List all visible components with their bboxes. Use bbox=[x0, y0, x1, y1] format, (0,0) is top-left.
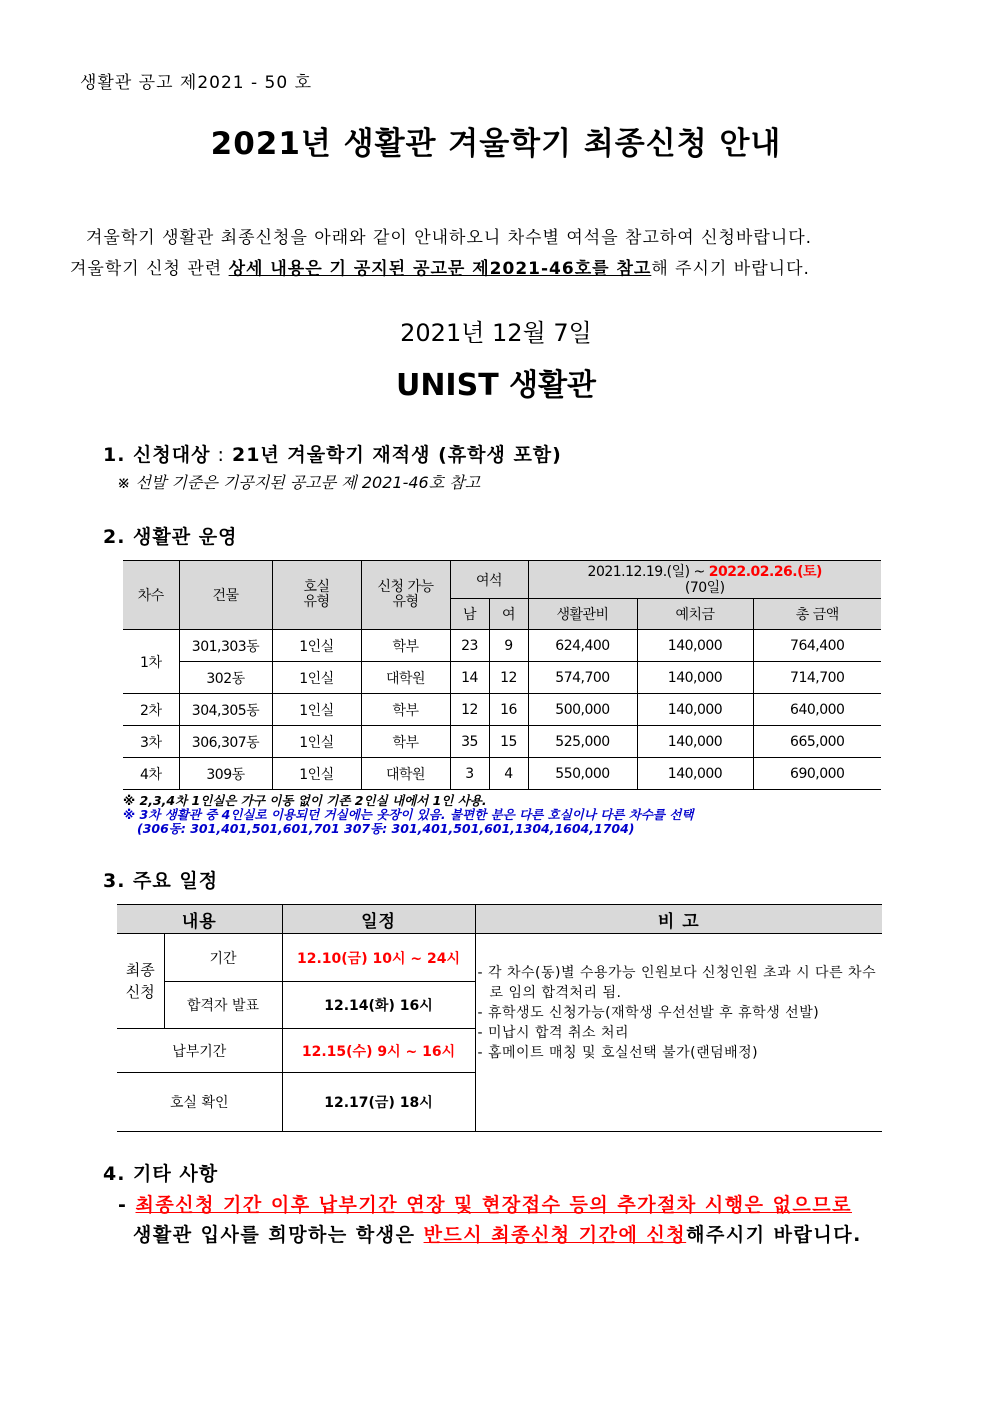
dorm-fee-cell: 624,400 bbox=[528, 630, 637, 662]
building-cell: 306,307동 bbox=[179, 726, 272, 758]
dormitory-operation-table bbox=[123, 560, 881, 790]
header-period-start: 2021.12.19.(일) ~ bbox=[587, 563, 709, 580]
total-cell: 714,700 bbox=[753, 662, 881, 694]
room-type-cell: 1인실 bbox=[272, 630, 361, 662]
header-remarks: 비 고 bbox=[475, 905, 882, 934]
intro-line-2 bbox=[70, 254, 890, 279]
round-cell: 3차 bbox=[123, 726, 179, 758]
selection-criteria-reference: ※ 선발 기준은 기공지된 공고문 제 2021-46호 참고 bbox=[117, 473, 481, 492]
dorm-fee-cell: 574,700 bbox=[528, 662, 637, 694]
eligible-cell: 학부 bbox=[361, 726, 450, 758]
table-row bbox=[123, 662, 881, 694]
header-room-type-line-2: 유형 bbox=[303, 594, 330, 610]
announce-label: 합격자 발표 bbox=[164, 982, 282, 1029]
dorm-fee-cell: 525,000 bbox=[528, 726, 637, 758]
header-female: 여 bbox=[489, 599, 528, 630]
deposit-cell: 140,000 bbox=[637, 726, 753, 758]
header-room-type bbox=[272, 561, 361, 630]
header-total: 총 금액 bbox=[753, 599, 881, 630]
period-value: 12.10(금) 10시 ~ 24시 bbox=[282, 934, 475, 982]
room-type-cell: 1인실 bbox=[272, 662, 361, 694]
section-1-label: 1. 신청대상 bbox=[103, 444, 211, 466]
header-vacancy: 여석 bbox=[450, 561, 528, 599]
note-furniture: ※ 2,3,4차 1인실은 가구 이동 없이 기존 2인실 내에서 1인 사용. bbox=[123, 793, 487, 808]
male-cell: 23 bbox=[450, 630, 489, 662]
header-content: 내용 bbox=[117, 905, 282, 934]
note-wardrobe: ※ 3차 생활관 중 4인실로 이용되던 거실에는 옷장이 있음. 불편한 분은 다른 호실이나 다른 차수를 선택 bbox=[123, 807, 694, 822]
intro-line-2-prefix: 겨울학기 신청 관련 bbox=[70, 259, 229, 279]
notice-date: 2021년 12월 7일 bbox=[400, 319, 592, 347]
header-round: 차수 bbox=[123, 561, 179, 630]
round-cell: 4차 bbox=[123, 758, 179, 790]
header-eligible-line-1: 신청 가능 bbox=[377, 579, 434, 595]
building-cell: 309동 bbox=[179, 758, 272, 790]
round-cell: 2차 bbox=[123, 694, 179, 726]
other-notice-line-2-suffix: 해주시기 바랍니다. bbox=[686, 1224, 862, 1246]
male-cell: 12 bbox=[450, 694, 489, 726]
total-cell: 764,400 bbox=[753, 630, 881, 662]
schedule-table bbox=[117, 904, 882, 1132]
table-row bbox=[123, 694, 881, 726]
section-1-value: 21년 겨울학기 재적생 (휴학생 포함) bbox=[231, 444, 562, 466]
other-notice-line-2 bbox=[133, 1220, 862, 1247]
header-male: 남 bbox=[450, 599, 489, 630]
other-notice-line-2-prefix: 생활관 입사를 희망하는 학생은 bbox=[133, 1224, 424, 1246]
header-period bbox=[528, 561, 881, 599]
other-notice-emphasis: 최종신청 기간 이후 납부기간 연장 및 현장접수 등의 추가절차 시행은 없으므로 bbox=[135, 1194, 852, 1216]
building-cell: 301,303동 bbox=[179, 630, 272, 662]
eligible-cell: 학부 bbox=[361, 694, 450, 726]
male-cell: 3 bbox=[450, 758, 489, 790]
deposit-cell: 140,000 bbox=[637, 662, 753, 694]
section-2-heading: 2. 생활관 운영 bbox=[103, 526, 238, 548]
table-row bbox=[123, 758, 881, 790]
intro-line-2-emphasis: 상세 내용은 기 공지된 공고문 제2021-46호를 참고 bbox=[228, 259, 652, 279]
male-cell: 35 bbox=[450, 726, 489, 758]
section-4-heading: 4. 기타 사항 bbox=[103, 1163, 219, 1185]
eligible-cell: 대학원 bbox=[361, 758, 450, 790]
header-dorm-fee: 생활관비 bbox=[528, 599, 637, 630]
other-notice-line-2-highlight: 반드시 최종신청 기간에 신청 bbox=[423, 1224, 687, 1246]
male-cell: 14 bbox=[450, 662, 489, 694]
remark-item: - 각 차수(동)별 수용가능 인원보다 신청인원 초과 시 다른 차수로 임의 합격처리 됨. bbox=[477, 964, 877, 1001]
room-type-cell: 1인실 bbox=[272, 726, 361, 758]
organization-name: UNIST 생활관 bbox=[395, 368, 597, 403]
header-period-days: (70일) bbox=[684, 579, 725, 596]
room-type-cell: 1인실 bbox=[272, 758, 361, 790]
payment-value: 12.15(수) 9시 ~ 16시 bbox=[282, 1029, 475, 1073]
final-application-label bbox=[117, 934, 164, 1029]
remarks-cell bbox=[475, 934, 882, 1132]
total-cell: 665,000 bbox=[753, 726, 881, 758]
table-row bbox=[123, 726, 881, 758]
dorm-fee-cell: 500,000 bbox=[528, 694, 637, 726]
eligible-cell: 대학원 bbox=[361, 662, 450, 694]
table-row bbox=[123, 630, 881, 662]
deposit-cell: 140,000 bbox=[637, 630, 753, 662]
period-label: 기간 bbox=[164, 934, 282, 982]
deposit-cell: 140,000 bbox=[637, 758, 753, 790]
room-type-cell: 1인실 bbox=[272, 694, 361, 726]
female-cell: 16 bbox=[489, 694, 528, 726]
intro-line-1: 겨울학기 생활관 최종신청을 아래와 같이 안내하오니 차수별 여석을 참고하여 신청바랍니다. bbox=[86, 228, 813, 248]
header-deposit: 예치금 bbox=[637, 599, 753, 630]
header-building: 건물 bbox=[179, 561, 272, 630]
room-check-value: 12.17(금) 18시 bbox=[282, 1073, 475, 1132]
page-title: 2021년 생활관 겨울학기 최종신청 안내 bbox=[210, 126, 782, 162]
header-eligible-type bbox=[361, 561, 450, 630]
announce-value: 12.14(화) 16시 bbox=[282, 982, 475, 1029]
eligible-cell: 학부 bbox=[361, 630, 450, 662]
header-room-type-line-1: 호실 bbox=[303, 579, 330, 595]
section-3-heading: 3. 주요 일정 bbox=[103, 870, 219, 892]
room-check-label: 호실 확인 bbox=[117, 1073, 282, 1132]
round-cell: 1차 bbox=[123, 630, 179, 694]
header-period-end: 2022.02.26.(토) bbox=[708, 563, 822, 580]
total-cell: 690,000 bbox=[753, 758, 881, 790]
remark-item: - 미납시 합격 취소 처리 bbox=[477, 1024, 630, 1041]
deposit-cell: 140,000 bbox=[637, 694, 753, 726]
remark-item: - 홈메이트 매칭 및 호실선택 불가(랜덤배정) bbox=[477, 1044, 759, 1061]
intro-line-2-suffix: 해 주시기 바랍니다. bbox=[651, 259, 810, 279]
header-schedule: 일정 bbox=[282, 905, 475, 934]
building-cell: 304,305동 bbox=[179, 694, 272, 726]
header-eligible-line-2: 유형 bbox=[392, 594, 419, 610]
building-cell: 302동 bbox=[179, 662, 272, 694]
other-notice-line-1 bbox=[118, 1190, 852, 1217]
note-room-list: (306동: 301,401,501,601,701 307동: 301,401,501,601,1304,1604,1704) bbox=[137, 821, 635, 836]
final-application-line-1: 최종 bbox=[125, 961, 155, 979]
other-notice-dash: - bbox=[118, 1194, 136, 1216]
dorm-fee-cell: 550,000 bbox=[528, 758, 637, 790]
female-cell: 9 bbox=[489, 630, 528, 662]
female-cell: 12 bbox=[489, 662, 528, 694]
remark-item: - 휴학생도 신청가능(재학생 우선선발 후 휴학생 선발) bbox=[477, 1004, 820, 1021]
section-1-heading bbox=[103, 440, 562, 467]
section-1-separator: : bbox=[210, 444, 232, 466]
total-cell: 640,000 bbox=[753, 694, 881, 726]
female-cell: 15 bbox=[489, 726, 528, 758]
final-application-line-2: 신청 bbox=[125, 983, 155, 1001]
table-notes bbox=[123, 794, 694, 836]
payment-label: 납부기간 bbox=[117, 1029, 282, 1073]
female-cell: 4 bbox=[489, 758, 528, 790]
notice-number: 생활관 공고 제2021 - 50 호 bbox=[80, 73, 313, 93]
